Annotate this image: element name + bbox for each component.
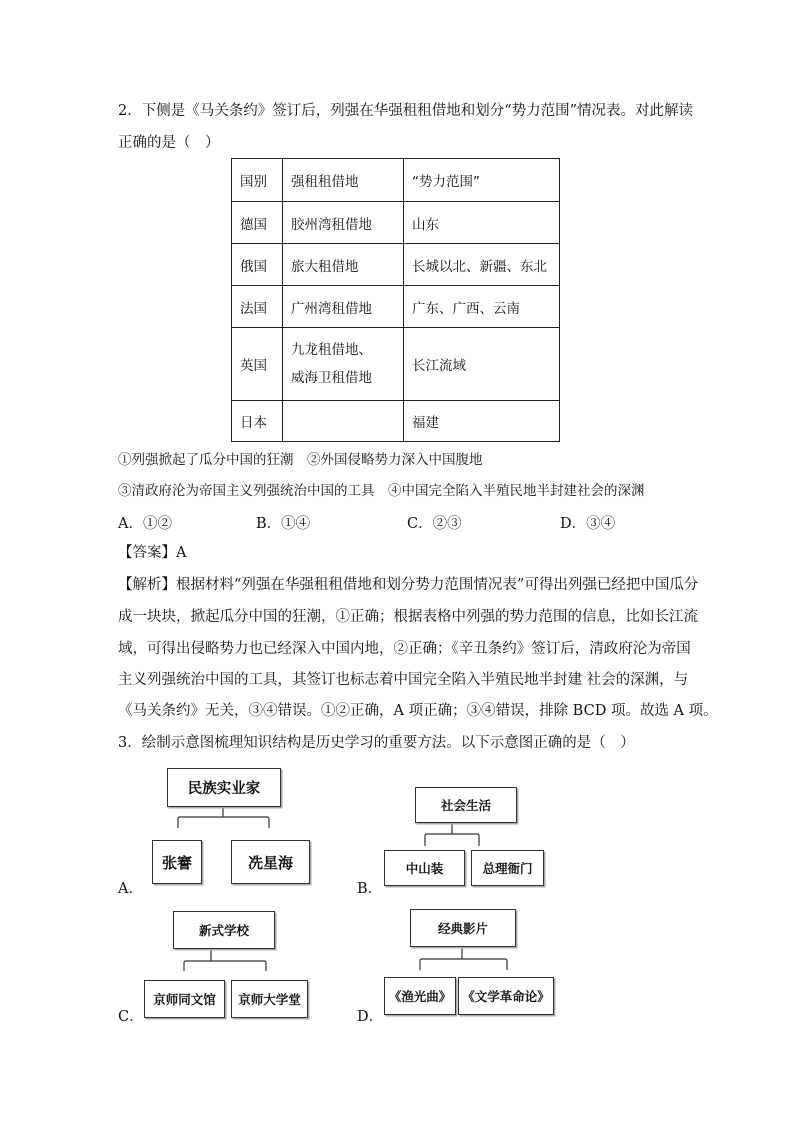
cell-lease: 胶州湾租借地 [283, 202, 404, 244]
cell-sphere: 长江流域 [404, 328, 560, 401]
diagram-c-label: C． [118, 1009, 144, 1025]
cell-sphere: 广东、广西、云南 [404, 286, 560, 328]
header-sphere: “势力范围” [404, 159, 560, 202]
cell-lease-line2: 威海卫租借地 [291, 370, 372, 386]
cell-country: 英国 [232, 328, 283, 401]
q2-stem-line1: 2．下侧是《马关条约》签订后，列强在华强租租借地和划分“势力范围”情况表。对此解读 [118, 103, 694, 119]
cell-sphere: 山东 [404, 202, 560, 244]
diagram-a-left-box: 张謇 [152, 840, 202, 884]
cell-country: 法国 [232, 286, 283, 328]
q2-analysis-line: 域，可得出侵略势力也已经深入中国内地，②正确；《辛丑条约》签订后，清政府沦为帝国 [118, 641, 691, 657]
q2-analysis-line: 【解析】根据材料“列强在华强租租借地和划分势力范围情况表”可得出列强已经把中国瓜分 [118, 577, 699, 593]
diagram-c-right-box: 京师大学堂 [231, 980, 308, 1018]
diagram-b-top-box: 社会生活 [415, 787, 517, 823]
cell-lease: 旅大租借地 [283, 244, 404, 286]
diagram-d-bracket [420, 946, 507, 970]
cell-country: 日本 [232, 401, 283, 442]
diagram-c-left-box: 京师同文馆 [144, 980, 225, 1018]
diagram-d-right-box: 《文学革命论》 [458, 977, 554, 1015]
cell-lease-line1: 九龙租借地、 [291, 342, 372, 358]
diagram-d-label: D． [357, 1009, 384, 1025]
diagram-a-label: A． [118, 881, 143, 897]
q2-stem-line2: 正确的是（ ） [118, 135, 220, 151]
cell-sphere: 长城以北、新疆、东北 [404, 244, 560, 286]
diagram-a-top-box: 民族实业家 [167, 768, 281, 807]
header-country: 国别 [232, 159, 283, 202]
cell-lease: 广州湾租借地 [283, 286, 404, 328]
q2-statements-line2: ③清政府沦为帝国主义列强统治中国的工具 ④中国完全陷入半殖民地半封建社会的深渊 [118, 483, 645, 499]
q3-stem: 3．绘制示意图梳理知识结构是历史学习的重要方法。以下示意图正确的是（ ） [118, 735, 635, 751]
q2-analysis-line: 主义列强统治中国的工具，其签订也标志着中国完全陷入半殖民地半封建 社会的深渊，与 [118, 672, 689, 688]
q2-answer: 【答案】A [118, 545, 187, 561]
diagram-a-bracket [178, 806, 269, 828]
q2-analysis-line: 《马关条约》无关，③④错误。①②正确，A 项正确；③④错误，排除 BCD 项。故选 A 项。 [118, 703, 718, 719]
diagram-c-top-box: 新式学校 [173, 911, 275, 949]
option-c: C．②③ [407, 516, 462, 532]
diagram-d-top-box: 经典影片 [410, 909, 516, 947]
diagram-c-bracket [184, 948, 266, 971]
q2-analysis-line: 成一块块，掀起瓜分中国的狂潮，①正确；根据表格中列强的势力范围的信息，比如长江流 [118, 609, 698, 625]
q2-statements-line1: ①列强掀起了瓜分中国的狂潮 ②外国侵略势力深入中国腹地 [118, 452, 483, 468]
cell-country: 德国 [232, 202, 283, 244]
diagram-a-right-box: 冼星海 [231, 840, 310, 884]
diagram-b-right-box: 总理衙门 [471, 850, 544, 886]
diagram-b-label: B． [357, 881, 383, 897]
option-d: D．③④ [560, 516, 616, 532]
diagram-b-left-box: 中山装 [384, 850, 465, 886]
option-b: B．①④ [256, 516, 311, 532]
diagram-d-left-box: 《渔光曲》 [384, 977, 456, 1015]
header-lease: 强租租借地 [283, 159, 404, 202]
diagram-b-bracket [425, 822, 479, 846]
cell-sphere: 福建 [404, 401, 560, 442]
option-a: A．①② [118, 516, 172, 532]
cell-country: 俄国 [232, 244, 283, 286]
